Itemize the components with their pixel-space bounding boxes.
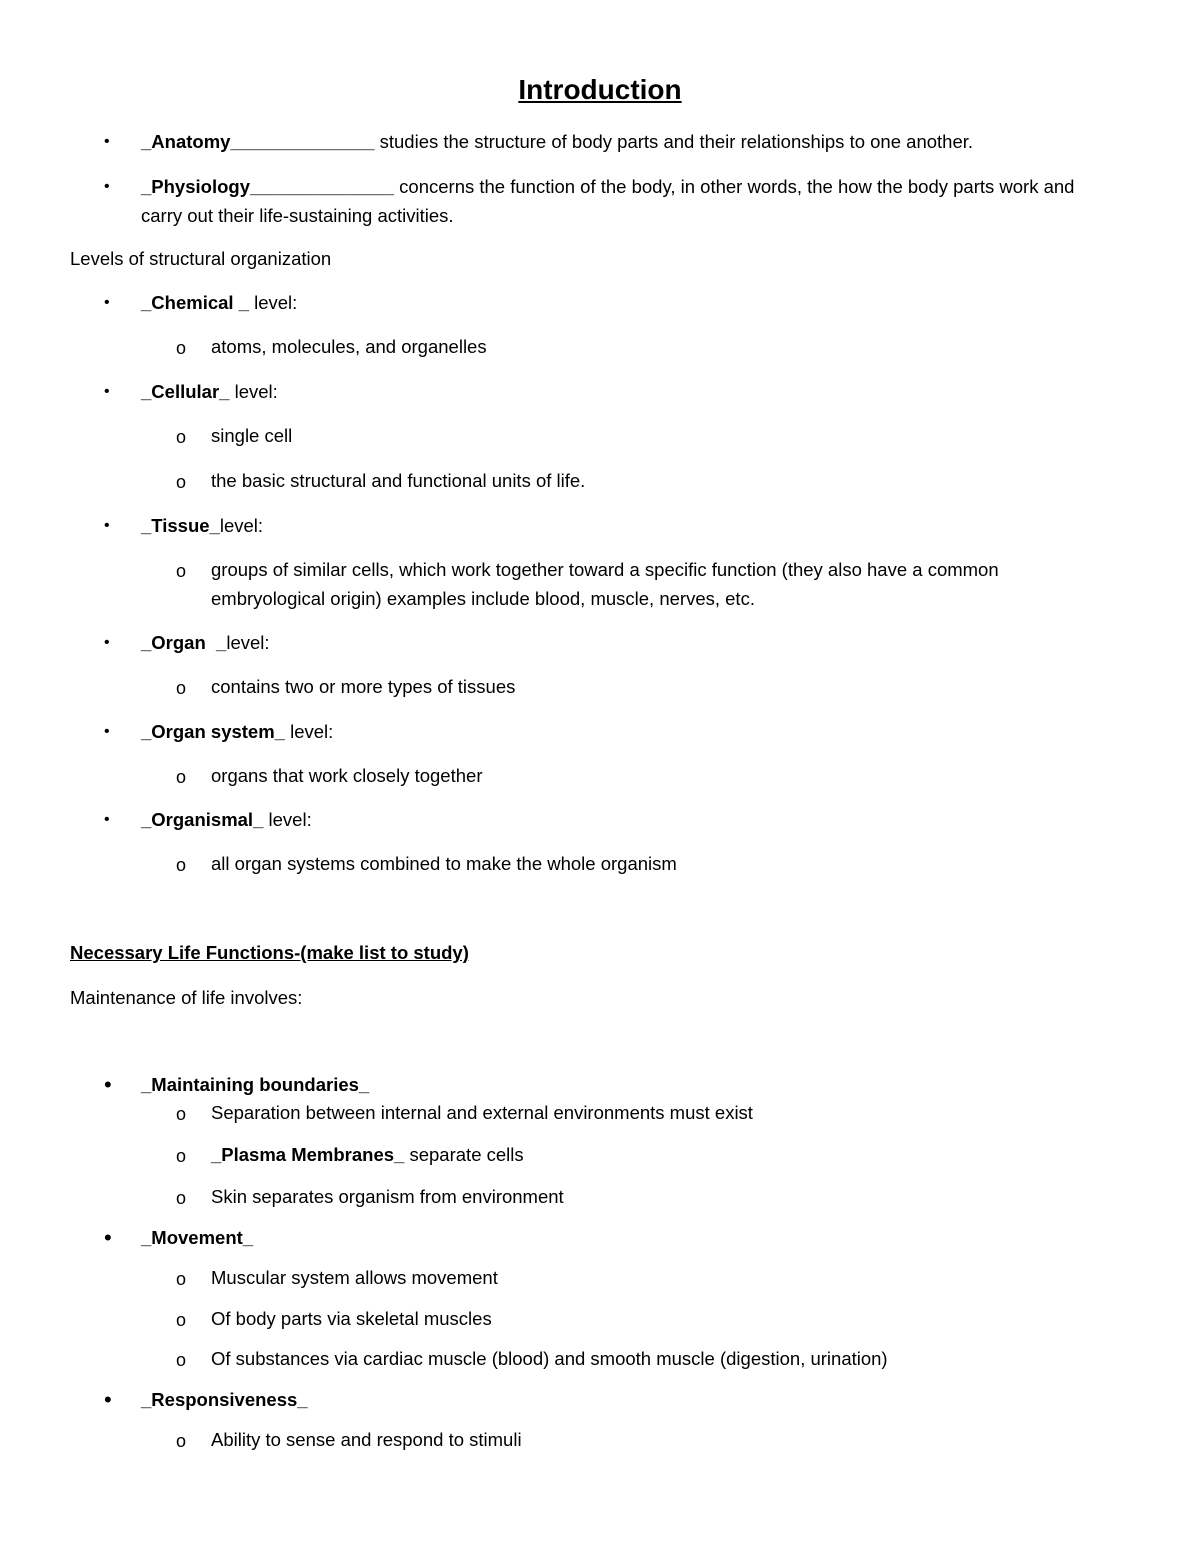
- intro-text-continued: carry out their life-sustaining activities.: [141, 205, 454, 226]
- function-detail: Of substances via cardiac muscle (blood) and smooth muscle (digestion, urination): [211, 1348, 888, 1369]
- function-item-boundaries: _Maintaining boundaries_: [141, 1074, 370, 1095]
- function-detail-text: separate cells: [404, 1144, 524, 1165]
- bullet-icon: •: [104, 517, 110, 534]
- function-item-movement: _Movement_: [141, 1227, 254, 1248]
- level-suffix: level:: [284, 721, 334, 742]
- intro-item-anatomy: [141, 130, 973, 154]
- level-detail: all organ systems combined to make the whole organism: [211, 853, 677, 874]
- sub-bullet-icon: o: [176, 1104, 187, 1124]
- function-detail: Separation between internal and external environments must exist: [211, 1102, 753, 1123]
- level-suffix: level:: [226, 632, 270, 653]
- bullet-icon: •: [104, 294, 110, 311]
- level-name: _Chemical _: [141, 292, 249, 313]
- level-name: _Tissue_: [141, 515, 220, 536]
- level-suffix: level:: [229, 381, 278, 402]
- function-item-responsiveness: _Responsiveness_: [141, 1389, 308, 1410]
- page-title: Introduction: [518, 74, 682, 105]
- functions-heading: Necessary Life Functions-(make list to study): [70, 942, 469, 963]
- sub-bullet-icon: o: [176, 1188, 187, 1208]
- sub-bullet-icon: o: [176, 1269, 187, 1289]
- bullet-icon: •: [104, 1387, 112, 1412]
- sub-bullet-icon: o: [176, 561, 187, 581]
- function-detail: Ability to sense and respond to stimuli: [211, 1429, 522, 1450]
- sub-bullet-icon: o: [176, 338, 187, 358]
- bullet-icon: •: [104, 723, 110, 740]
- level-name: _Cellular_: [141, 381, 230, 402]
- intro-text: studies the structure of body parts and their relationships to one another.: [374, 131, 974, 152]
- level-name: _Organismal_: [141, 809, 264, 830]
- bullet-icon: •: [104, 634, 110, 651]
- level-detail: groups of similar cells, which work together toward a specific function (they also have a common: [211, 559, 999, 580]
- level-detail: atoms, molecules, and organelles: [211, 336, 487, 357]
- level-name: _Organ system_: [141, 721, 285, 742]
- intro-term: _Anatomy______________: [141, 131, 375, 152]
- level-item-organismal: [141, 808, 312, 832]
- sub-bullet-icon: o: [176, 1146, 187, 1166]
- level-item-cellular: [141, 380, 278, 404]
- sub-bullet-icon: o: [176, 767, 187, 787]
- level-item-organ: [141, 631, 270, 655]
- sub-bullet-icon: o: [176, 427, 187, 447]
- level-item-organ-system: [141, 720, 333, 744]
- intro-item-physiology: [141, 175, 1074, 199]
- sub-bullet-icon: o: [176, 472, 187, 492]
- function-detail: [211, 1143, 524, 1167]
- level-suffix: level:: [248, 292, 298, 313]
- sub-bullet-icon: o: [176, 678, 187, 698]
- level-suffix: level:: [219, 515, 264, 536]
- intro-term: _Physiology______________: [141, 176, 395, 197]
- level-detail: the basic structural and functional units of life.: [211, 470, 586, 491]
- level-suffix: level:: [263, 809, 312, 830]
- bullet-icon: •: [104, 1072, 112, 1097]
- sub-bullet-icon: o: [176, 1431, 187, 1451]
- level-item-chemical: [141, 291, 297, 315]
- bullet-icon: •: [104, 133, 110, 150]
- level-detail: contains two or more types of tissues: [211, 676, 516, 697]
- level-name: _Organ _: [141, 632, 227, 653]
- bullet-icon: •: [104, 383, 110, 400]
- bullet-icon: •: [104, 178, 110, 195]
- intro-text: concerns the function of the body, in other words, the how the body parts work and: [394, 176, 1075, 197]
- bullet-icon: •: [104, 811, 110, 828]
- level-detail: single cell: [211, 425, 293, 446]
- maintenance-text: Maintenance of life involves:: [70, 987, 303, 1008]
- levels-heading: Levels of structural organization: [70, 248, 332, 269]
- function-detail: Skin separates organism from environment: [211, 1186, 564, 1207]
- level-detail-continued: embryological origin) examples include blood, muscle, nerves, etc.: [211, 588, 755, 609]
- function-detail: Of body parts via skeletal muscles: [211, 1308, 492, 1329]
- sub-bullet-icon: o: [176, 855, 187, 875]
- sub-bullet-icon: o: [176, 1350, 187, 1370]
- level-item-tissue: [141, 514, 263, 538]
- bullet-icon: •: [104, 1225, 112, 1250]
- level-detail: organs that work closely together: [211, 765, 483, 786]
- function-detail: Muscular system allows movement: [211, 1267, 498, 1288]
- sub-bullet-icon: o: [176, 1310, 187, 1330]
- function-detail-term: _Plasma Membranes_: [211, 1144, 405, 1165]
